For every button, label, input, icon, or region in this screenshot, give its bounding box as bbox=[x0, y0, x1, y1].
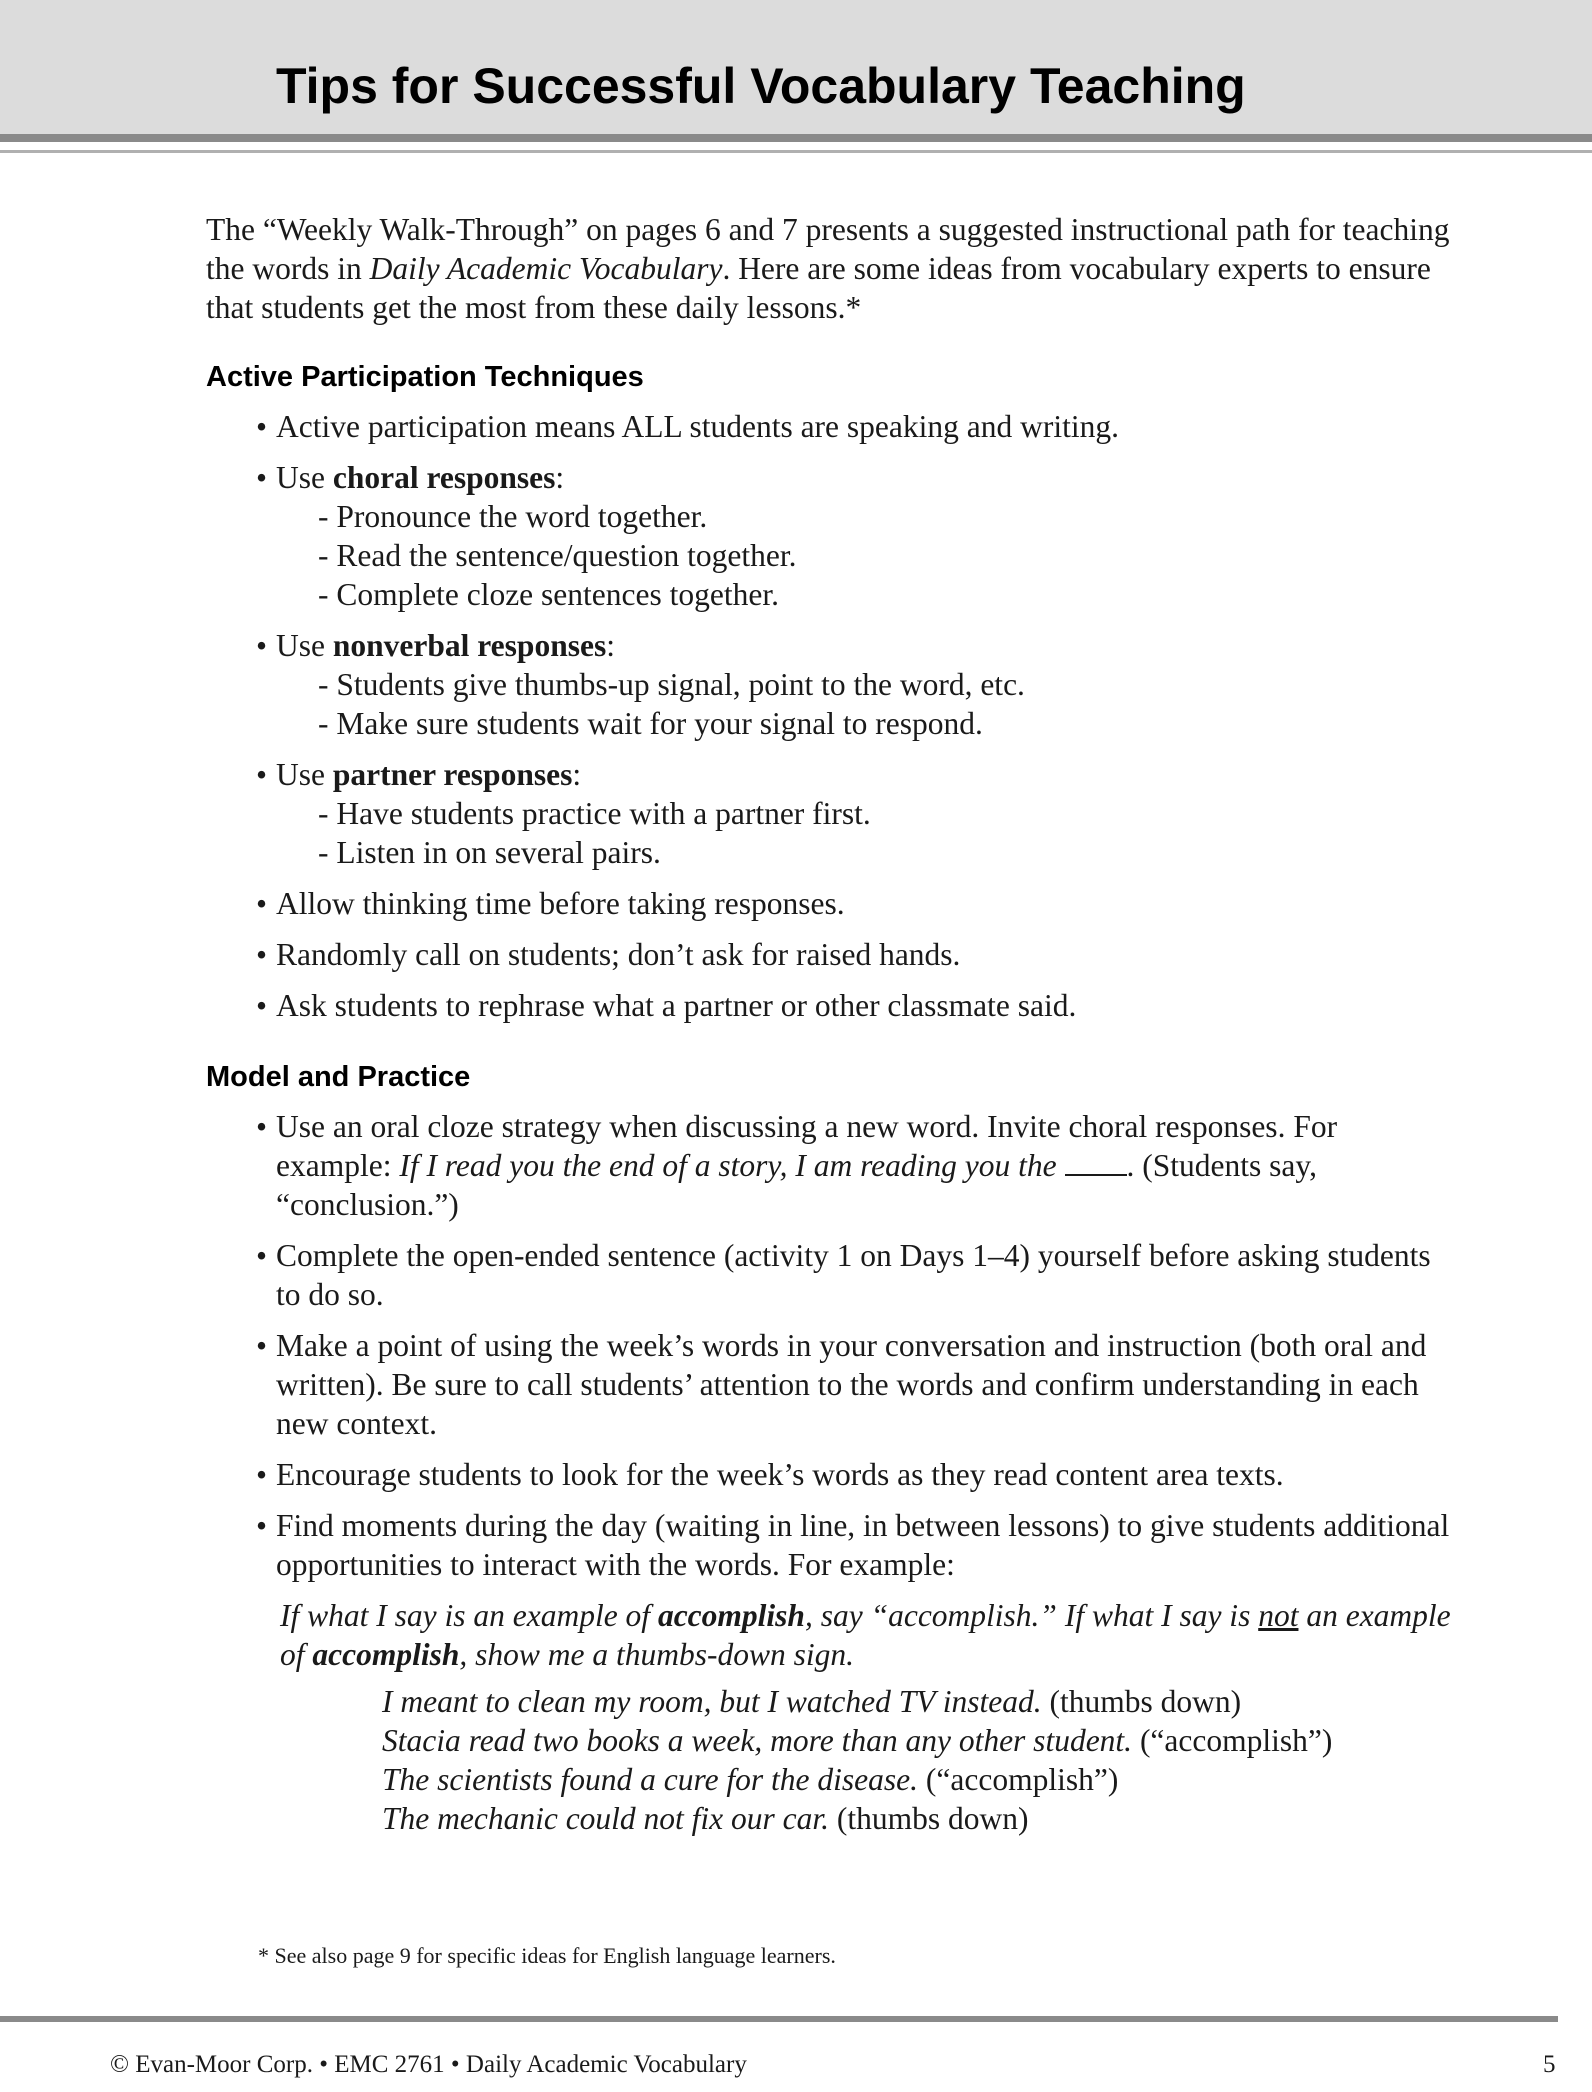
section-heading-active-participation: Active Participation Techniques bbox=[206, 361, 644, 393]
list-item: • Complete the open-ended sentence (activity 1 on Days 1–4) yourself before asking students to do so. bbox=[206, 1236, 1456, 1314]
header-rule-thin bbox=[0, 150, 1592, 153]
list-item: • Use choral responses: - Pronounce the word together. - Read the sentence/question together. - Complete cloze sentences together. bbox=[206, 458, 1456, 614]
list-item: • Use an oral cloze strategy when discussing a new word. Invite choral responses. For example: If I read you the end of a story, I am reading you the . (Students say, “conclusion.”) bbox=[206, 1107, 1456, 1224]
sub-item: - Make sure students wait for your signal to respond. bbox=[318, 706, 983, 741]
list-item: • Find moments during the day (waiting in line, in between lessons) to give students additional opportunities to interact with the words. For example: bbox=[206, 1506, 1456, 1584]
page-title: Tips for Successful Vocabulary Teaching bbox=[276, 58, 1246, 114]
cloze-blank bbox=[1065, 1148, 1127, 1176]
list-item: • Ask students to rephrase what a partner or other classmate said. bbox=[206, 986, 1456, 1025]
example-sentence: I meant to clean my room, but I watched TV instead. (thumbs down) bbox=[382, 1684, 1242, 1719]
partner-sublist bbox=[276, 794, 1456, 872]
list-item: • Allow thinking time before taking responses. bbox=[206, 884, 1456, 923]
list-item: • Use nonverbal responses: - Students give thumbs-up signal, point to the word, etc. - Make sure students wait for your signal to respond. bbox=[206, 626, 1456, 743]
list-item: • Encourage students to look for the week’s words as they read content area texts. bbox=[206, 1455, 1456, 1494]
nonverbal-sublist bbox=[276, 665, 1456, 743]
footer-credit: © Evan-Moor Corp. • EMC 2761 • Daily Academic Vocabulary bbox=[110, 2051, 747, 2078]
footnote: * See also page 9 for specific ideas for English language learners. bbox=[258, 1943, 836, 1968]
header-rule bbox=[0, 134, 1592, 142]
page-number: 5 bbox=[1543, 2051, 1556, 2078]
intro-paragraph: The “Weekly Walk-Through” on pages 6 and 7 presents a suggested instructional path for teaching the words in Daily Academic Vocabulary. Here are some ideas from vocabulary experts to ensure that students get the most from these daily lessons.* bbox=[206, 212, 1450, 325]
active-participation-list bbox=[206, 407, 1456, 1025]
section-heading-model-practice: Model and Practice bbox=[206, 1061, 471, 1093]
footer-rule bbox=[0, 2016, 1558, 2022]
example-sentence: Stacia read two books a week, more than any other student. (“accomplish”) bbox=[382, 1723, 1333, 1758]
book-title: Daily Academic Vocabulary bbox=[369, 251, 723, 286]
main-content bbox=[206, 210, 1456, 1838]
sub-item: - Read the sentence/question together. bbox=[318, 538, 797, 573]
sub-item: - Listen in on several pairs. bbox=[318, 835, 661, 870]
example-sentence: The mechanic could not fix our car. (thumbs down) bbox=[382, 1801, 1029, 1836]
example-sentences bbox=[206, 1682, 1456, 1838]
list-item: • Randomly call on students; don’t ask for raised hands. bbox=[206, 935, 1456, 974]
example-sentence: The scientists found a cure for the disease. (“accomplish”) bbox=[382, 1762, 1119, 1797]
list-item: • Make a point of using the week’s words in your conversation and instruction (both oral and written). Be sure to call students’ attention to the words and confirm understanding in each new context. bbox=[206, 1326, 1456, 1443]
list-item: • Use partner responses: - Have students practice with a partner first. - Listen in on several pairs. bbox=[206, 755, 1456, 872]
sub-item: - Have students practice with a partner first. bbox=[318, 796, 871, 831]
example-instructions: If what I say is an example of accomplish, say “accomplish.” If what I say is not an example of accomplish, show me a thumbs-down sign. bbox=[280, 1598, 1451, 1672]
sub-item: - Pronounce the word together. bbox=[318, 499, 708, 534]
sub-item: - Complete cloze sentences together. bbox=[318, 577, 779, 612]
list-item: • Active participation means ALL students are speaking and writing. bbox=[206, 407, 1456, 446]
sub-item: - Students give thumbs-up signal, point to the word, etc. bbox=[318, 667, 1025, 702]
choral-sublist bbox=[276, 497, 1456, 614]
model-practice-list bbox=[206, 1107, 1456, 1584]
